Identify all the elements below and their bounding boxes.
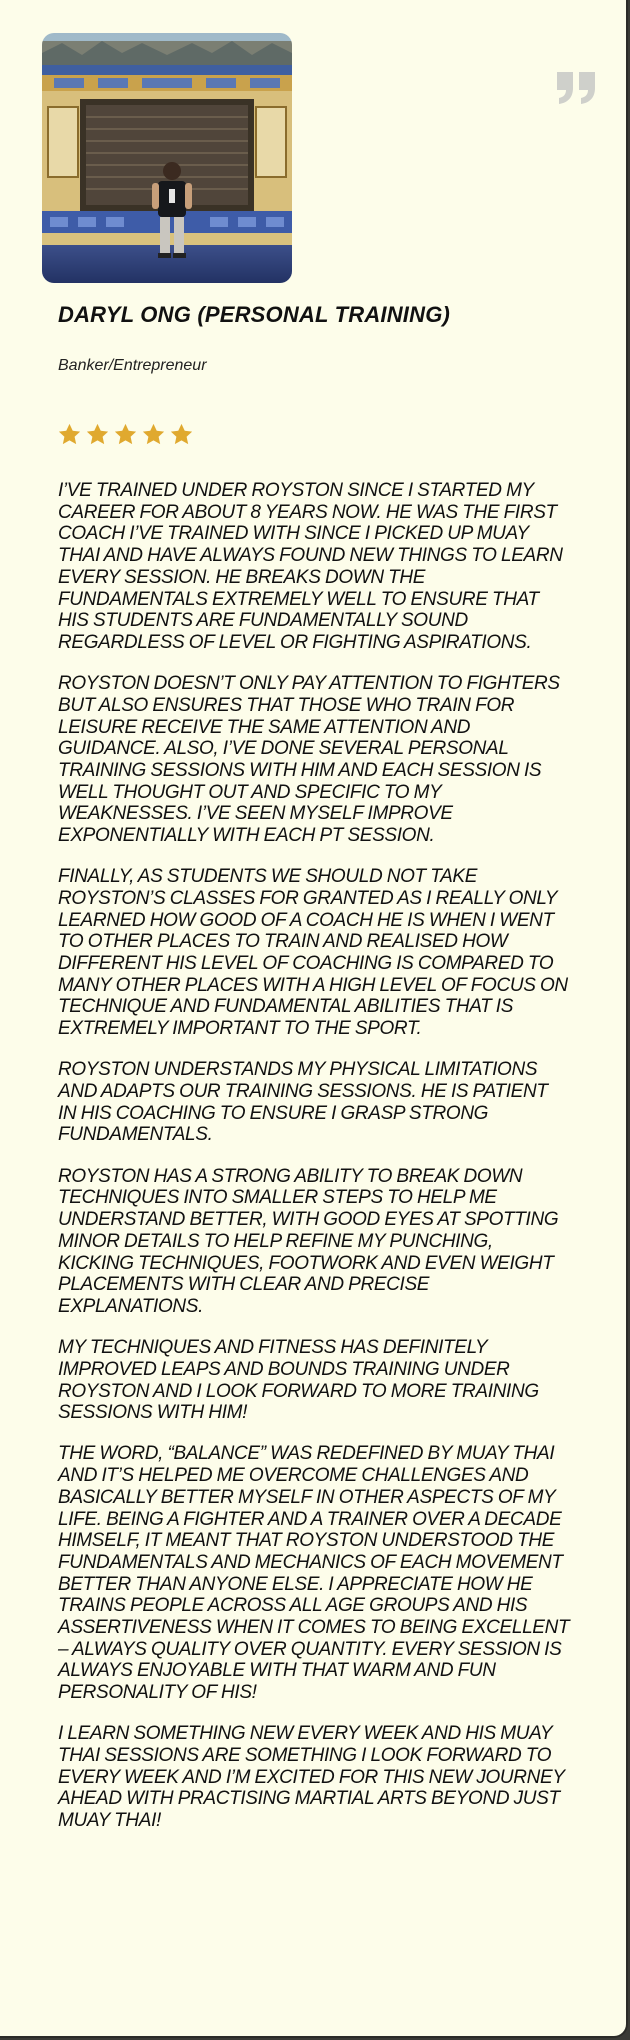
reviewer-role: Banker/Entrepreneur <box>58 357 207 374</box>
testimonial-paragraph: ROYSTON HAS A STRONG ABILITY TO BREAK DOWN TECHNIQUES INTO SMALLER STEPS TO HELP ME UNDERSTAND BETTER, WITH GOOD EYES AT SPOTTING MINOR DETAILS TO HELP REFINE MY PUNCHING, KICKING TECHNIQUES, FOOTWORK AND EVEN WEIGHT PLACEMENTS WITH CLEAR AND PRECISE EXPLANATIONS. <box>58 1165 559 1317</box>
testimonial-paragraph: ROYSTON DOESN’T ONLY PAY ATTENTION TO FIGHTERS BUT ALSO ENSURES THAT THOSE WHO TRAIN FOR LEISURE RECEIVE THE SAME ATTENTION AND GUIDANCE. ALSO, I’VE DONE SEVERAL PERSONAL TRAINING SESSIONS WITH HIM AND EACH SESSION IS WELL THOUGHT OUT AND SPECIFIC TO MY WEAKNESSES. I’VE SEEN MYSELF IMPROVE EXPONENTIALLY WITH EACH PT SESSION. <box>58 673 560 847</box>
star-icon <box>85 422 110 447</box>
star-icon <box>57 422 82 447</box>
testimonial-paragraph: MY TECHNIQUES AND FITNESS HAS DEFINITELY IMPROVED LEAPS AND BOUNDS TRAINING UNDER ROYSTON AND I LOOK FORWARD TO MORE TRAINING SESSIONS WITH HIM! <box>58 1337 539 1424</box>
quote-mark-icon <box>555 70 597 106</box>
star-icon <box>169 422 194 447</box>
reviewer-photo <box>42 33 292 283</box>
reviewer-name: DARYL ONG (PERSONAL TRAINING) <box>58 302 451 327</box>
testimonial-paragraph: FINALLY, AS STUDENTS WE SHOULD NOT TAKE ROYSTON’S CLASSES FOR GRANTED AS I REALLY ONLY LEARNED HOW GOOD OF A COACH HE IS WHEN I WENT TO OTHER PLACES TO TRAIN AND REALISED HOW DIFFERENT HIS LEVEL OF COACHING IS COMPARED TO MANY OTHER PLACES WITH A HIGH LEVEL OF FOCUS ON TECHNIQUE AND FUNDAMENTAL ABILITIES THAT IS EXTREMELY IMPORTANT TO THE SPORT. <box>58 866 568 1040</box>
testimonial-body <box>58 480 570 1851</box>
testimonial-paragraph: I’VE TRAINED UNDER ROYSTON SINCE I STARTED MY CAREER FOR ABOUT 8 YEARS NOW. HE WAS THE FIRST COACH I’VE TRAINED WITH SINCE I PICKED UP MUAY THAI AND HAVE ALWAYS FOUND NEW THINGS TO LEARN EVERY SESSION. HE BREAKS DOWN THE FUNDAMENTALS EXTREMELY WELL TO ENSURE THAT HIS STUDENTS ARE FUNDAMENTALLY SOUND REGARDLESS OF LEVEL OR FIGHTING ASPIRATIONS. <box>58 480 563 653</box>
testimonial-paragraph: THE WORD, “BALANCE” WAS REDEFINED BY MUAY THAI AND IT’S HELPED ME OVERCOME CHALLENGES AND BASICALLY BETTER MYSELF IN OTHER ASPECTS OF MY LIFE. BEING A FIGHTER AND A TRAINER OVER A DECADE HIMSELF, IT MEANT THAT ROYSTON UNDERSTOOD THE FUNDAMENTALS AND MECHANICS OF EACH MOVEMENT BETTER THAN ANYONE ELSE. I APPRECIATE HOW HE TRAINS PEOPLE ACROSS ALL AGE GROUPS AND HIS ASSERTIVENESS WHEN IT COMES TO BEING EXCELLENT – ALWAYS QUALITY OVER QUANTITY. EVERY SESSION IS ALWAYS ENJOYABLE WITH THAT WARM AND FUN PERSONALITY OF HIS! <box>58 1443 570 1704</box>
star-icon <box>141 422 166 447</box>
star-rating <box>57 422 194 447</box>
testimonial-paragraph: I LEARN SOMETHING NEW EVERY WEEK AND HIS MUAY THAI SESSIONS ARE SOMETHING I LOOK FORWARD TO EVERY WEEK AND I’M EXCITED FOR THIS NEW JOURNEY AHEAD WITH PRACTISING MARTIAL ARTS BEYOND JUST MUAY THAI! <box>58 1723 565 1832</box>
testimonial-paragraph: ROYSTON UNDERSTANDS MY PHYSICAL LIMITATIONS AND ADAPTS OUR TRAINING SESSIONS. HE IS PATIENT IN HIS COACHING TO ENSURE I GRASP STRONG FUNDAMENTALS. <box>58 1059 548 1146</box>
star-icon <box>113 422 138 447</box>
